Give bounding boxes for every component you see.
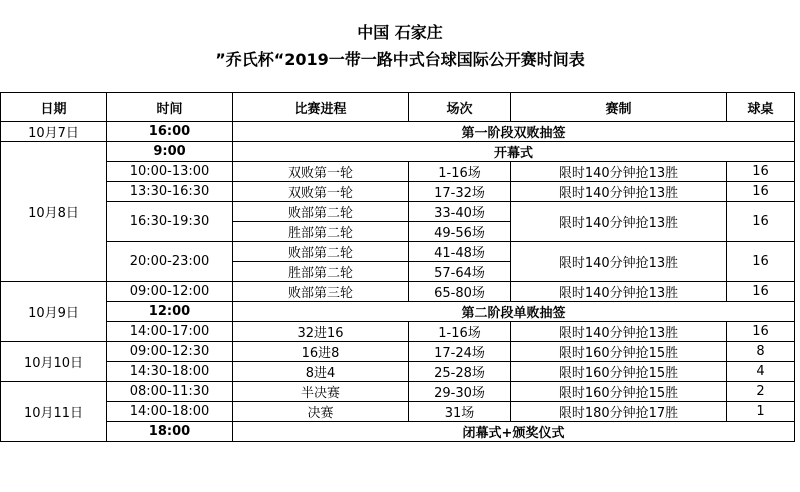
event-cell: 闭幕式+颁奖仪式 xyxy=(233,422,795,442)
matches-cell: 17-24场 xyxy=(409,342,511,362)
tables-cell: 16 xyxy=(727,322,795,342)
time-cell: 12:00 xyxy=(107,302,233,322)
matches-cell: 29-30场 xyxy=(409,382,511,402)
time-cell: 10:00-13:00 xyxy=(107,162,233,182)
tables-cell: 16 xyxy=(727,242,795,282)
table-row xyxy=(1,182,795,202)
table-row xyxy=(1,242,795,262)
format-cell: 限时140分钟抢13胜 xyxy=(511,202,727,242)
format-cell: 限时160分钟抢15胜 xyxy=(511,342,727,362)
schedule-table xyxy=(0,92,795,442)
stage-cell: 胜部第二轮 xyxy=(233,222,409,242)
stage-cell: 败部第三轮 xyxy=(233,282,409,302)
format-cell: 限时140分钟抢13胜 xyxy=(511,182,727,202)
header-tables: 球桌 xyxy=(727,93,795,122)
date-cell: 10月7日 xyxy=(1,122,107,142)
table-row xyxy=(1,122,795,142)
tables-cell: 16 xyxy=(727,162,795,182)
stage-cell: 胜部第二轮 xyxy=(233,262,409,282)
table-row xyxy=(1,162,795,182)
format-cell: 限时140分钟抢13胜 xyxy=(511,162,727,182)
table-row xyxy=(1,402,795,422)
matches-cell: 1-16场 xyxy=(409,322,511,342)
header-time: 时间 xyxy=(107,93,233,122)
time-cell: 20:00-23:00 xyxy=(107,242,233,282)
table-row xyxy=(1,302,795,322)
table-row xyxy=(1,282,795,302)
matches-cell: 33-40场 xyxy=(409,202,511,222)
header-date: 日期 xyxy=(1,93,107,122)
matches-cell: 1-16场 xyxy=(409,162,511,182)
stage-cell: 双败第一轮 xyxy=(233,182,409,202)
table-row xyxy=(1,342,795,362)
stage-cell: 8进4 xyxy=(233,362,409,382)
event-cell: 开幕式 xyxy=(233,142,795,162)
matches-cell: 49-56场 xyxy=(409,222,511,242)
header-format: 赛制 xyxy=(511,93,727,122)
format-cell: 限时160分钟抢15胜 xyxy=(511,362,727,382)
stage-cell: 16进8 xyxy=(233,342,409,362)
time-cell: 16:30-19:30 xyxy=(107,202,233,242)
date-cell: 10月11日 xyxy=(1,382,107,442)
matches-cell: 17-32场 xyxy=(409,182,511,202)
table-row xyxy=(1,322,795,342)
time-cell: 9:00 xyxy=(107,142,233,162)
stage-cell: 败部第二轮 xyxy=(233,242,409,262)
stage-cell: 半决赛 xyxy=(233,382,409,402)
tables-cell: 2 xyxy=(727,382,795,402)
tables-cell: 16 xyxy=(727,282,795,302)
matches-cell: 25-28场 xyxy=(409,362,511,382)
table-row xyxy=(1,422,795,442)
table-row xyxy=(1,202,795,222)
time-cell: 09:00-12:00 xyxy=(107,282,233,302)
format-cell: 限时140分钟抢13胜 xyxy=(511,322,727,342)
time-cell: 08:00-11:30 xyxy=(107,382,233,402)
format-cell: 限时180分钟抢17胜 xyxy=(511,402,727,422)
format-cell: 限时160分钟抢15胜 xyxy=(511,382,727,402)
format-cell: 限时140分钟抢13胜 xyxy=(511,282,727,302)
time-cell: 14:00-17:00 xyxy=(107,322,233,342)
stage-cell: 决赛 xyxy=(233,402,409,422)
time-cell: 18:00 xyxy=(107,422,233,442)
table-row xyxy=(1,142,795,162)
event-cell: 第二阶段单败抽签 xyxy=(233,302,795,322)
title-line-2: ”乔氏杯“2019一带一路中式台球国际公开赛时间表 xyxy=(215,50,585,69)
date-cell: 10月10日 xyxy=(1,342,107,382)
format-cell: 限时140分钟抢13胜 xyxy=(511,242,727,282)
time-cell: 14:30-18:00 xyxy=(107,362,233,382)
title-line-1: 中国 石家庄 xyxy=(357,23,443,42)
date-cell: 10月9日 xyxy=(1,282,107,342)
time-cell: 14:00-18:00 xyxy=(107,402,233,422)
header-stage: 比赛进程 xyxy=(233,93,409,122)
event-cell: 第一阶段双败抽签 xyxy=(233,122,795,142)
time-cell: 13:30-16:30 xyxy=(107,182,233,202)
table-row xyxy=(1,362,795,382)
stage-cell: 双败第一轮 xyxy=(233,162,409,182)
stage-cell: 32进16 xyxy=(233,322,409,342)
stage-cell: 败部第二轮 xyxy=(233,202,409,222)
matches-cell: 57-64场 xyxy=(409,262,511,282)
time-cell: 09:00-12:30 xyxy=(107,342,233,362)
table-row xyxy=(1,382,795,402)
header-row xyxy=(1,93,795,122)
matches-cell: 31场 xyxy=(409,402,511,422)
time-cell: 16:00 xyxy=(107,122,233,142)
date-cell: 10月8日 xyxy=(1,142,107,282)
tables-cell: 16 xyxy=(727,182,795,202)
tables-cell: 8 xyxy=(727,342,795,362)
matches-cell: 65-80场 xyxy=(409,282,511,302)
header-matches: 场次 xyxy=(409,93,511,122)
matches-cell: 41-48场 xyxy=(409,242,511,262)
tables-cell: 16 xyxy=(727,202,795,242)
tables-cell: 1 xyxy=(727,402,795,422)
tables-cell: 4 xyxy=(727,362,795,382)
